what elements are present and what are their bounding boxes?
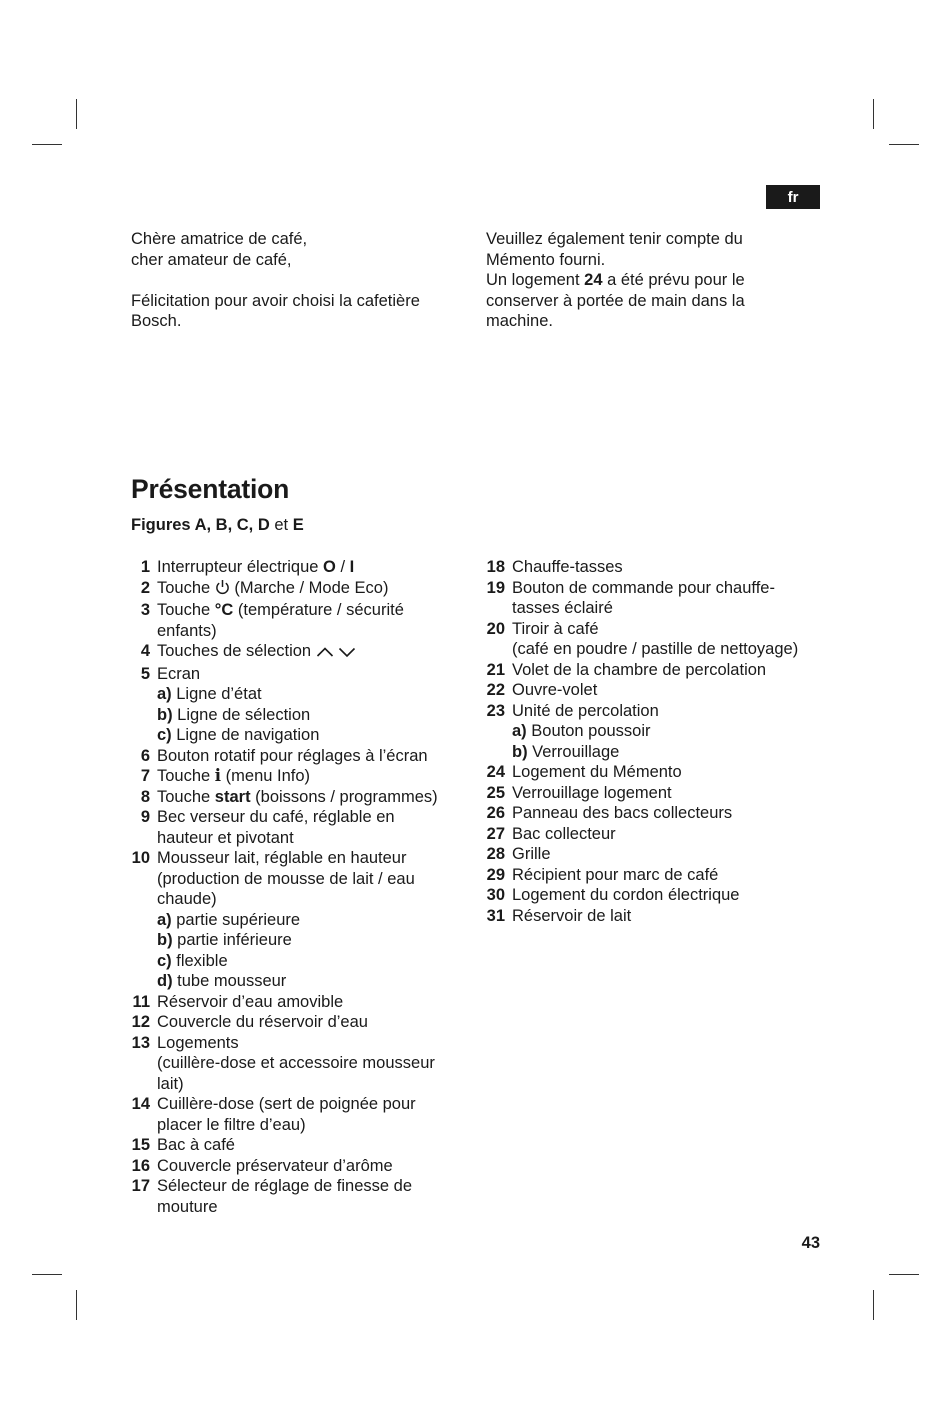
item-number: 9 — [140, 808, 150, 826]
list-item: 1 Interrupteur électrique O / I — [126, 557, 456, 578]
chevron-up-icon — [316, 643, 334, 664]
item-number: 24 — [486, 763, 505, 781]
list-item: 13 Logements (cuillère-dose et accessoire mousseur lait) — [126, 1033, 456, 1095]
sub-item: a) Bouton poussoir — [512, 722, 651, 740]
sub-item: b) partie inférieure — [157, 931, 292, 949]
list-item: 4 Touches de sélection — [126, 641, 456, 664]
item-number: 16 — [131, 1156, 150, 1175]
crop-mark — [76, 99, 77, 129]
item-number: 30 — [486, 886, 505, 904]
sub-item: a) partie supérieure — [157, 910, 301, 929]
item-number: 5 — [140, 664, 150, 683]
item-number: 15 — [131, 1136, 150, 1154]
item-number: 27 — [486, 824, 505, 843]
list-item: 7 Touche i (menu Info) — [126, 766, 456, 787]
power-icon — [215, 579, 230, 601]
list-item: 12 Couvercle du réservoir d’eau — [126, 1012, 456, 1033]
item-number: 4 — [140, 642, 150, 660]
crop-mark — [873, 99, 874, 129]
list-item: 9 Bec verseur du café, réglable en hauteur et pivotant — [126, 807, 456, 848]
item-number: 12 — [131, 1013, 150, 1031]
list-item: 29 Récipient pour marc de café — [481, 865, 821, 886]
list-item: 20 Tiroir à café (café en poudre / pastille de nettoyage) — [481, 619, 821, 660]
list-item: 26 Panneau des bacs collecteurs — [481, 803, 821, 824]
intro-line: Veuillez également tenir compte du — [486, 230, 743, 248]
parts-list-left — [126, 557, 456, 1217]
list-item: 21 Volet de la chambre de percolation — [481, 660, 821, 681]
crop-mark — [32, 144, 62, 145]
parts-list-right — [481, 557, 821, 926]
list-item: 24 Logement du Mémento — [481, 762, 821, 783]
list-item: 15 Bac à café — [126, 1135, 456, 1156]
info-icon: i — [214, 766, 222, 785]
item-number: 31 — [486, 906, 505, 925]
crop-mark — [873, 1290, 874, 1320]
list-item: 6 Bouton rotatif pour réglages à l’écran — [126, 746, 456, 767]
item-number: 13 — [131, 1033, 150, 1052]
list-item: 31 Réservoir de lait — [481, 906, 821, 927]
item-number: 22 — [486, 681, 505, 699]
item-number: 8 — [140, 787, 150, 806]
congrats-line: Félicitation pour avoir choisi la cafetière — [131, 291, 420, 310]
item-number: 26 — [486, 804, 505, 822]
list-item: 3 Touche °C (température / sécurité enfants) — [126, 600, 456, 641]
item-number: 23 — [486, 701, 505, 720]
sub-item: d) tube mousseur — [157, 972, 287, 990]
intro-line: machine. — [486, 312, 553, 330]
page-title: Présentation — [131, 474, 290, 504]
list-item: 22 Ouvre-volet — [481, 680, 821, 701]
item-number: 7 — [140, 767, 150, 785]
intro-line: Mémento fourni. — [486, 250, 606, 269]
list-item: 19 Bouton de commande pour chauffe- tasses éclairé — [481, 578, 821, 619]
list-item: 5 Ecran a) Ligne d’état b) Ligne de sélection c) Ligne de navigation — [126, 664, 456, 746]
sub-item: b) Ligne de sélection — [157, 705, 311, 724]
list-item: 17 Sélecteur de réglage de finesse de mouture — [126, 1176, 456, 1217]
list-item: 18 Chauffe-tasses — [481, 557, 821, 578]
intro-left — [131, 229, 461, 332]
item-number: 21 — [486, 660, 505, 679]
item-number: 1 — [140, 558, 150, 576]
intro-line: Un logement 24 a été prévu pour le — [486, 271, 745, 289]
list-item: 14 Cuillère-dose (sert de poignée pour placer le filtre d’eau) — [126, 1094, 456, 1135]
item-number: 10 — [131, 849, 150, 867]
intro-right — [486, 229, 816, 332]
sub-item: c) Ligne de navigation — [157, 726, 320, 744]
list-item: 28 Grille — [481, 844, 821, 865]
item-number: 25 — [486, 783, 505, 802]
chevron-down-icon — [338, 643, 356, 664]
item-number: 18 — [486, 558, 505, 576]
intro-line: conserver à portée de main dans la — [486, 291, 745, 310]
item-number: 11 — [132, 992, 150, 1011]
item-number: 19 — [486, 578, 505, 597]
list-item: 25 Verrouillage logement — [481, 783, 821, 804]
list-item: 16 Couvercle préservateur d’arôme — [126, 1156, 456, 1177]
sub-item: c) flexible — [157, 951, 228, 970]
page-number: 43 — [801, 1234, 820, 1252]
crop-mark — [889, 1274, 919, 1275]
item-number: 17 — [131, 1177, 150, 1195]
list-item: 11 Réservoir d’eau amovible — [126, 992, 456, 1013]
list-item: 23 Unité de percolation a) Bouton poussoir b) Verrouillage — [481, 701, 821, 763]
sub-item: b) Verrouillage — [512, 742, 620, 761]
item-number: 14 — [131, 1095, 150, 1113]
item-number: 29 — [486, 865, 505, 884]
crop-mark — [76, 1290, 77, 1320]
crop-mark — [32, 1274, 62, 1275]
list-item: 10 Mousseur lait, réglable en hauteur (production de mousse de lait / eau chaude) a) partie supérieure b) partie inférieure c) flexible d) tube mousseur — [126, 848, 456, 992]
list-item: 27 Bac collecteur — [481, 824, 821, 845]
item-number: 20 — [486, 619, 505, 638]
item-reference: 24 — [584, 271, 603, 289]
item-number: 2 — [140, 578, 150, 597]
item-number: 6 — [140, 746, 150, 765]
sub-item: a) Ligne d’état — [157, 685, 262, 703]
greeting-line: cher amateur de café, — [131, 250, 292, 269]
language-tab: fr — [766, 185, 820, 209]
list-item: 8 Touche start (boissons / programmes) — [126, 787, 456, 808]
list-item: 2 Touche (Marche / Mode Eco) — [126, 578, 456, 601]
crop-mark — [889, 144, 919, 145]
item-number: 28 — [486, 845, 505, 863]
figures-subtitle: Figures A, B, C, D et E — [131, 516, 304, 534]
item-number: 3 — [140, 601, 150, 619]
congrats-line: Bosch. — [131, 312, 182, 330]
list-item: 30 Logement du cordon électrique — [481, 885, 821, 906]
greeting-line: Chère amatrice de café, — [131, 230, 308, 248]
